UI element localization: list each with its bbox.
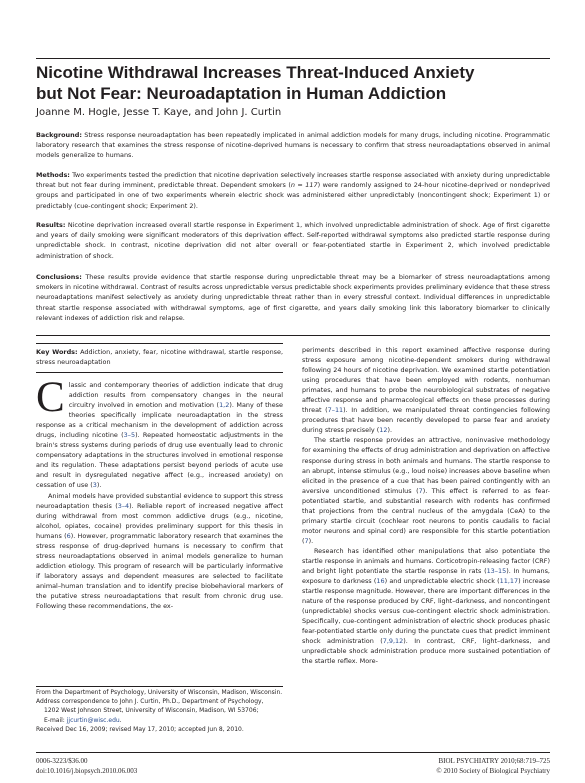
results-label: Results: [36,221,66,229]
methods-sample-size: n = 117 [290,181,318,190]
text-run: ). However, programmatic laboratory research that examines the stress response of drug-deprived humans is necessary to confirm that stress neuroadaptations observed in animal models generalize to human addiction etiology. This program of research will be particularly informative if laboratory assays and dependent measures are selected to facilitate animal–human translation and to identify precise biobehavioral markers of the putative stress neuroadaptations that result from chronic drug use. Following these recommendations, the ex- [36,531,283,611]
body-paragraph [36,374,284,491]
email-end: . [119,716,122,724]
methods-text-a: Two experiments tested the prediction that nicotine deprivation selectively increases startle response associated with anxiety during unpredictable threat but not fear during imminent, predictable threat. Dependent smokers ( [36,171,551,190]
text-run: ). [387,426,393,435]
citation-link[interactable]: 7 [418,486,423,495]
text-run: ). Repeated homeostatic adjustments in the brain's stress systems during periods of drug use eventually lead to chronic compensatory adaptations in the structures involved in emotional response and its regulation. These adaptations persist beyond periods of acute use and result in dysregulated negative affect (e.g., increased anxiety) on cessation of use ( [36,431,284,490]
text-run: ). [96,481,102,490]
body-right-column [302,345,550,667]
body-left-column [36,374,284,611]
citation-link[interactable]: 6 [66,531,71,540]
text-run: ). Reliable report of increased negative affect during withdrawal from most common addictive drugs (e.g., nicotine, alcohol, opiates, cocaine) provides preliminary support for this thesis in humans ( [36,501,283,540]
body-paragraph [36,491,283,612]
text-run: lassic and contemporary theories of addiction indicate that drug addiction results from compensatory changes in the neural circuitry involved in emotion and motivation ( [68,381,283,410]
abstract-results [36,220,550,261]
conclusions-text: These results provide evidence that startle response during unpredictable threat may be a biomarker of stress neuroadaptations among smokers in nicotine withdrawal. Contrast of results across unpredictable versus predictable shock experiments provides preliminary evidence that these stress neuroadaptations manifest selectively as anxiety during unpredictable threat rather than in every stressful context. Individual differences in unpredictable threat startle response associated with withdrawal symptoms, age of first cigarette, and years daily smoking link this laboratory biomarker to clinically relevant indexes of addiction risk and relapse. [36,273,551,322]
email-line [36,716,283,725]
keywords-rule-bottom [36,372,283,373]
text-run: periments described in this report examined affective response during stress exposure among nicotine-dependent smokers during withdrawal following 24 hours of nicotine deprivation. We examined startle potentiation using procedures that have been employed with rodents, nonhuman primates, and humans to probe the neurobiological substrates of negative affective response and pharmacological effects on these processes during threat ( [302,346,550,415]
text-run: ). Many of these theories specifically implicate neuroadaptation in the stress response as a critical mechanism in the development of addiction across drugs, including nicotine ( [36,401,283,440]
title-line-2: but Not Fear: Neuroadaptation in Human Addiction [36,84,447,103]
results-text: Nicotine deprivation increased overall startle response in Experiment 1, which involved unpredictable administration of shock. Age of first cigarette and years of daily smoking were significant moderators of this deprivation effect. Self-reported withdrawal symptoms also predicted startle response during unpredictable shock. In contrast, nicotine deprivation did not alter overall or fear-potentiated startle in Experiment 2, which involved predictable administration of shock. [36,221,551,260]
text-run: Research has identified other manipulations that also potentiate the startle response in animals and humans. Corticotropin-releasing factor (CRF) and bright light potentiate the startle response in rats ( [302,546,550,576]
text-run: ). In addition, we manipulated threat contingencies following procedures that have been recently developed to parse fear and anxiety during stress precisely ( [302,406,550,435]
citation-link[interactable]: 16 [376,577,385,586]
citation-link[interactable]: 11,17 [499,577,519,586]
methods-label: Methods: [36,171,70,179]
background-text: Stress response neuroadaptation has been repeatedly implicated in animal addiction models for many drugs, including nicotine. Programmatic laboratory research that examines the stress response of nicotine-deprived humans is necessary to confirm that stress neuroadaptations observed in animal models generalize to humans. [36,131,550,160]
received-dates: Received Dec 16, 2009; revised May 17, 2010; accepted Jun 8, 2010. [36,725,244,733]
affiliation-note: From the Department of Psychology, University of Wisconsin, Madison, Wisconsin. [36,689,283,696]
citation-link[interactable]: 7–11 [327,406,344,415]
email-link[interactable]: jjcurtin@wisc.edu [66,716,120,724]
text-run: The startle response provides an attractive, noninvasive methodology for examining the effects of drug administration and deprivation on affective response during stress in both animals and humans. The startle response to an abrupt, intense stimulus (e.g., loud noise) increases above baseline when elicited in the presence of a cue that has been paired contingently with an aversive unconditioned stimulus ( [302,436,550,495]
citation-link[interactable]: 3–4 [117,501,130,510]
citation-link[interactable]: 7,9,12 [382,637,404,646]
email-label: E-mail: [44,716,67,724]
abstract-methods [36,170,550,211]
footer-rule [36,752,550,753]
issn: 0006-3223/$36.00 [36,757,88,765]
abstract-conclusions [36,272,550,323]
text-run: ). This effect is referred to as fear-potentiated startle, and substantial research with rodents has confirmed that projections from the central nucleus of the amygdala (CeA) to the primary startle circuit (cochlear root neurons to pontis caudalis to facial motor neurons and spinal cord) are responsible for this startle potentiation ( [302,486,550,545]
body-paragraph [302,345,550,435]
text-run: ). [308,536,314,545]
citation-link[interactable]: 3–5 [123,431,136,440]
footer-left [36,756,137,776]
text-run: ) and unpredictable electric shock ( [384,577,500,586]
background-label: Background: [36,131,82,139]
copyright: © 2010 Society of Biological Psychiatry [436,767,550,775]
keywords-text: Addiction, anxiety, fear, nicotine withdrawal, startle response, stress neuroadaptation [36,348,284,366]
text-run: ) increase startle response magnitude. However, there are important differences in the nature of the response produced by CRF, light–darkness, and noncontingent (unpredictable) shocks versus cue-contingent electric shock administration. Specifically, cue-contingent administration of electric shock produces phasic fear-potentiated startle only during the punctate cues that predict imminent shock administration ( [302,577,550,646]
abstract-background [36,130,550,161]
text-run: Animal models have provided substantial evidence to support this stress neuroadaptation thesis ( [36,491,283,510]
body-paragraph [302,546,550,667]
footnote-rule [36,686,283,687]
drop-cap: C [36,374,65,421]
correspondence-line-2: 1202 West Johnson Street, University of Wisconsin, Madison, WI 53706; [44,707,259,715]
citation-link[interactable]: 3 [92,481,97,490]
correspondence-line-1: Address correspondence to John J. Curtin, Ph.D., Department of Psychology, [36,698,264,706]
conclusions-label: Conclusions: [36,273,82,281]
citation-link[interactable]: 12 [379,426,388,435]
top-rule [36,58,550,59]
citation-link[interactable]: 7 [304,536,309,545]
keywords [36,347,283,367]
abstract-divider [36,335,550,336]
keywords-label: Key Words: [36,348,78,356]
article-title [36,62,556,104]
title-line-1: Nicotine Withdrawal Increases Threat-Induced Anxiety [36,63,475,82]
citation-link[interactable]: 1,2 [219,401,230,410]
body-paragraph [302,435,550,546]
citation-link[interactable]: 13–15 [486,567,507,576]
text-run: ). In humans, exposure to darkness ( [302,567,550,586]
doi: doi:10.1016/j.biopsych.2010.06.003 [36,767,138,775]
footer-right [330,756,550,776]
journal-citation: BIOL PSYCHIATRY 2010;68:719–725 [438,757,550,765]
author-list: Joanne M. Hogle, Jesse T. Kaye, and John J. Curtin [36,107,282,118]
footnotes [36,688,283,734]
keywords-rule-top [36,343,283,344]
methods-text-b: ) were randomly assigned to 24-hour nicotine-deprived or nondeprived groups and participated in one of two experiments wherein electric shock was administered either unpredictably (noncontingent shock; Experiment 1) or predictably (cue-contingent shock; Experiment 2). [36,181,551,210]
text-run: ). In contrast, CRF, light–darkness, and unpredictable shock administration produce more sustained potentiation of the startle reflex. More- [302,637,550,666]
